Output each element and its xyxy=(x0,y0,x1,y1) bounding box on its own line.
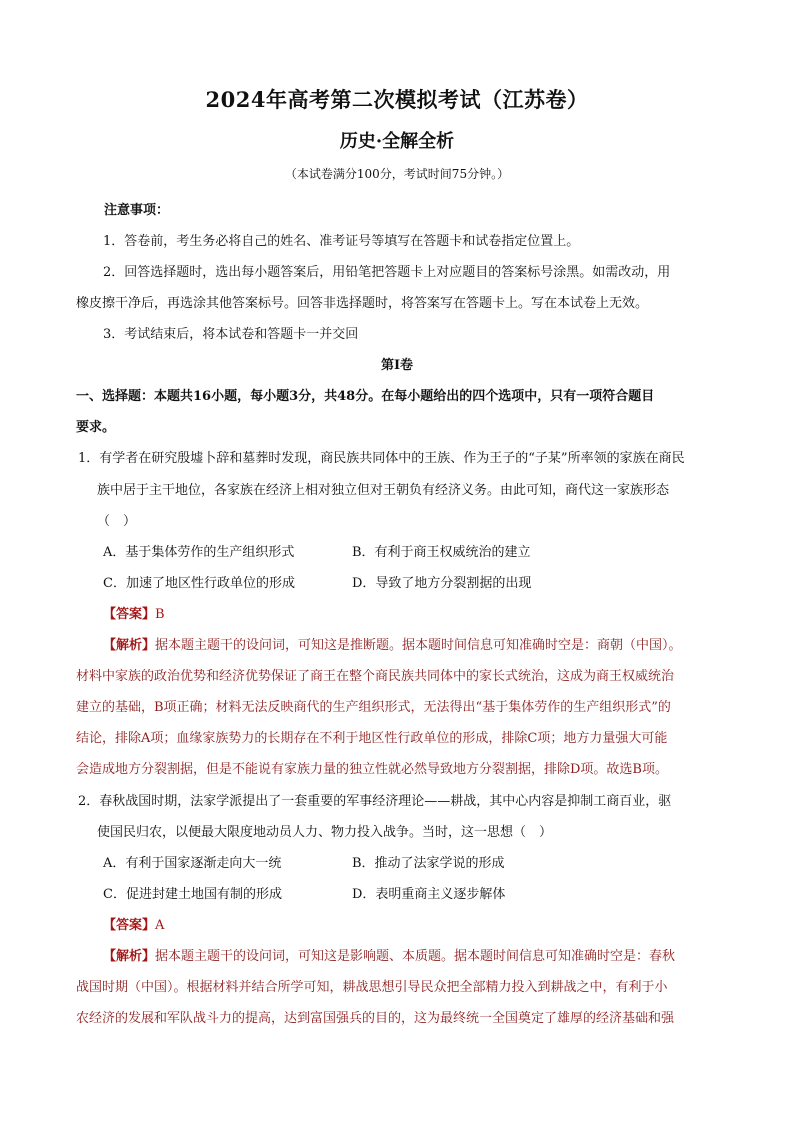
q2-answer-value: A xyxy=(155,918,165,933)
q2-analysis-line-3: 农经济的发展和军队战斗力的提高，达到富国强兵的目的，这为最终统一全国奠定了雄厚的经济基础和强 xyxy=(76,1011,675,1026)
q1-answer xyxy=(103,603,753,622)
q1-analysis-text-1: 据本题主题干的设问词，可知这是推断题。据本题时间信息可知准确时空是：商朝（中国）。 xyxy=(155,638,682,653)
q1-option-b: B．有利于商王权威统治的建立 xyxy=(352,545,531,560)
q1-stem-line-1: 1．有学者在研究殷墟卜辞和墓葬时发现，商民族共同体中的王族、作为王子的“子某”所率领的家族在商民 xyxy=(78,451,685,466)
q1-analysis-label: 【解析】 xyxy=(103,638,156,653)
q2-analysis-label: 【解析】 xyxy=(103,949,156,964)
q2-analysis-line-2: 战国时期（中国）。根据材料并结合所学可知，耕战思想引导民众把全部精力投入到耕战之中，有利于小 xyxy=(76,980,668,995)
q1-answer-value: B xyxy=(155,607,165,622)
section-intro: 一、选择题：本题共16小题，每小题3分，共48分。在每小题给出的四个选项中，只有一项符合题目 xyxy=(76,389,655,404)
q2-stem-line-2: 使国民归农，以便最大限度地动员人力、物力投入战争。当时，这一思想（ ） xyxy=(97,825,553,840)
q2-stem-line-1: 2．春秋战国时期，法家学派提出了一套重要的军事经济理论——耕战，其中心内容是抑制工商百业，驱 xyxy=(78,794,672,809)
q2-option-d: D．表明重商主义逐步解体 xyxy=(352,887,506,902)
q2-answer xyxy=(103,914,753,933)
notice-item-2: 2．回答选择题时，选出每小题答案后，用铅笔把答题卡上对应题目的答案标号涂黑。如需改动，用 xyxy=(103,265,671,280)
section-title: 第I卷 xyxy=(380,358,414,373)
exam-note: （本试卷满分100分，考试时间75分钟。） xyxy=(284,167,510,181)
q1-option-c: C．加速了地区性行政单位的形成 xyxy=(103,576,295,591)
q2-option-a: A．有利于国家逐渐走向大一统 xyxy=(103,856,282,871)
q1-analysis-line-2: 材料中家族的政治优势和经济优势保证了商王在整个商民族共同体中的家长式统治，这成为商王权威统治 xyxy=(76,669,675,684)
document-title: 2024年高考第二次模拟考试（江苏卷） xyxy=(205,87,589,112)
notice-item-2-cont: 橡皮擦干净后，再选涂其他答案标号。回答非选择题时，将答案写在答题卡上。写在本试卷上无效。 xyxy=(76,296,649,311)
q1-analysis-line-3: 建立的基础，B项正确；材料无法反映商代的生产组织形式，无法得出“基于集体劳作的生产组织形式”的 xyxy=(76,700,671,715)
q1-stem-line-2: 族中居于主干地位，各家族在经济上相对独立但对王朝负有经济义务。由此可知，商代这一家族形态 xyxy=(97,483,670,498)
q1-answer-label: 【答案】 xyxy=(103,607,156,622)
notice-heading: 注意事项： xyxy=(104,203,170,218)
section-intro-cont: 要求。 xyxy=(76,420,116,435)
q1-analysis-line-4: 结论，排除A项；血缘家族势力的长期存在不利于地区性行政单位的形成，排除C项；地方力量强大可能 xyxy=(76,731,668,746)
q2-analysis-text-1: 据本题主题干的设问词，可知这是影响题、本质题。据本题时间信息可知准确时空是：春秋 xyxy=(155,949,676,964)
q2-analysis-line-1 xyxy=(103,945,727,964)
q1-option-a: A．基于集体劳作的生产组织形式 xyxy=(103,545,295,560)
q1-option-d: D．导致了地方分裂割据的出现 xyxy=(352,576,532,591)
q2-option-c: C．促进封建土地国有制的形成 xyxy=(103,887,282,902)
notice-item-1: 1．答卷前，考生务必将自己的姓名、准考证号等填写在答题卡和试卷指定位置上。 xyxy=(103,234,580,249)
q1-stem-paren: （ ） xyxy=(97,514,137,529)
document-subtitle: 历史·全解全析 xyxy=(339,131,455,152)
q2-option-b: B．推动了法家学说的形成 xyxy=(352,856,505,871)
q1-analysis-line-5: 会造成地方分裂割据，但是不能说有家族力量的独立性就必然导致地方分裂割据，排除D项。故选B项。 xyxy=(76,762,668,777)
q2-answer-label: 【答案】 xyxy=(103,918,156,933)
q1-analysis-line-1 xyxy=(103,634,727,653)
notice-item-3: 3．考试结束后，将本试卷和答题卡一并交回 xyxy=(103,327,359,342)
